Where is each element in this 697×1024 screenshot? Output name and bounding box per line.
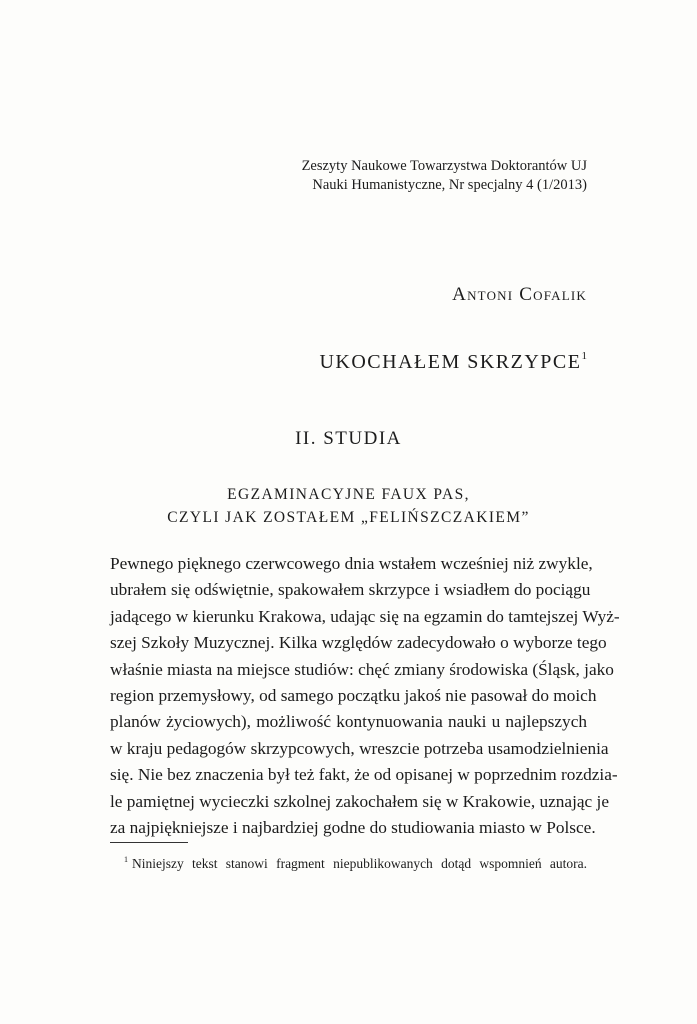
body-line: za najpiękniejsze i najbardziej godne do studiowania miasto w Polsce. — [110, 818, 596, 838]
author-name: Antoni Cofalik — [452, 284, 587, 305]
section-heading: II. STUDIA — [295, 428, 402, 449]
body-line: szej Szkoły Muzycznej. Kilka względów zadecydowało o wyborze tego — [110, 633, 607, 653]
body-line: ubrałem się odświętnie, spakowałem skrzypce i wsiadłem do pociągu — [110, 580, 591, 600]
journal-name: Zeszyty Naukowe Towarzystwa Doktorantów UJ — [301, 158, 587, 174]
title-text: UKOCHAŁEM SKRZYPCE — [319, 351, 582, 373]
title-footnote-ref: 1 — [581, 350, 587, 362]
body-line: le pamiętnej wycieczki szkolnej zakochałem się w Krakowie, uznając je — [110, 791, 610, 811]
body-line: się. Nie bez znaczenia był też fakt, że od opisanej w poprzednim rozdzia- — [110, 765, 618, 785]
body-line: Pewnego pięknego czerwcowego dnia wstałem wcześniej niż zwykle, — [110, 554, 593, 573]
body-line: planów życiowych), możliwość kontynuowania nauki u najlepszych — [110, 712, 587, 732]
footnote-divider — [110, 842, 188, 843]
chapter-subtitle — [0, 483, 697, 529]
body-line: jadącego w kierunku Krakowa, udając się na egzamin do tamtejszej Wyż- — [110, 606, 620, 626]
journal-header — [302, 157, 587, 195]
body-line: region przemysłowy, od samego początku jakoś nie pasował do moich — [110, 686, 597, 706]
journal-issue: Nauki Humanistyczne, Nr specjalny 4 (1/2013) — [312, 177, 587, 193]
body-line: w kraju pedagogów skrzypcowych, wreszcie potrzeba usamodzielnienia — [110, 738, 609, 758]
article-title — [319, 350, 587, 374]
footnote — [124, 851, 587, 873]
body-paragraph — [110, 551, 620, 841]
body-line: właśnie miasta na miejsce studiów: chęć zmiany środowiska (Śląsk, jako — [110, 659, 614, 679]
subtitle-line-2: CZYLI JAK ZOSTAŁEM „FELIŃSZCZAKIEM” — [167, 509, 530, 526]
subtitle-line-1: EGZAMINACYJNE FAUX PAS, — [227, 486, 470, 503]
footnote-number: 1 — [124, 855, 128, 864]
footnote-text: Niniejszy tekst stanowi fragment niepublikowanych dotąd wspomnień autora. — [132, 856, 587, 871]
